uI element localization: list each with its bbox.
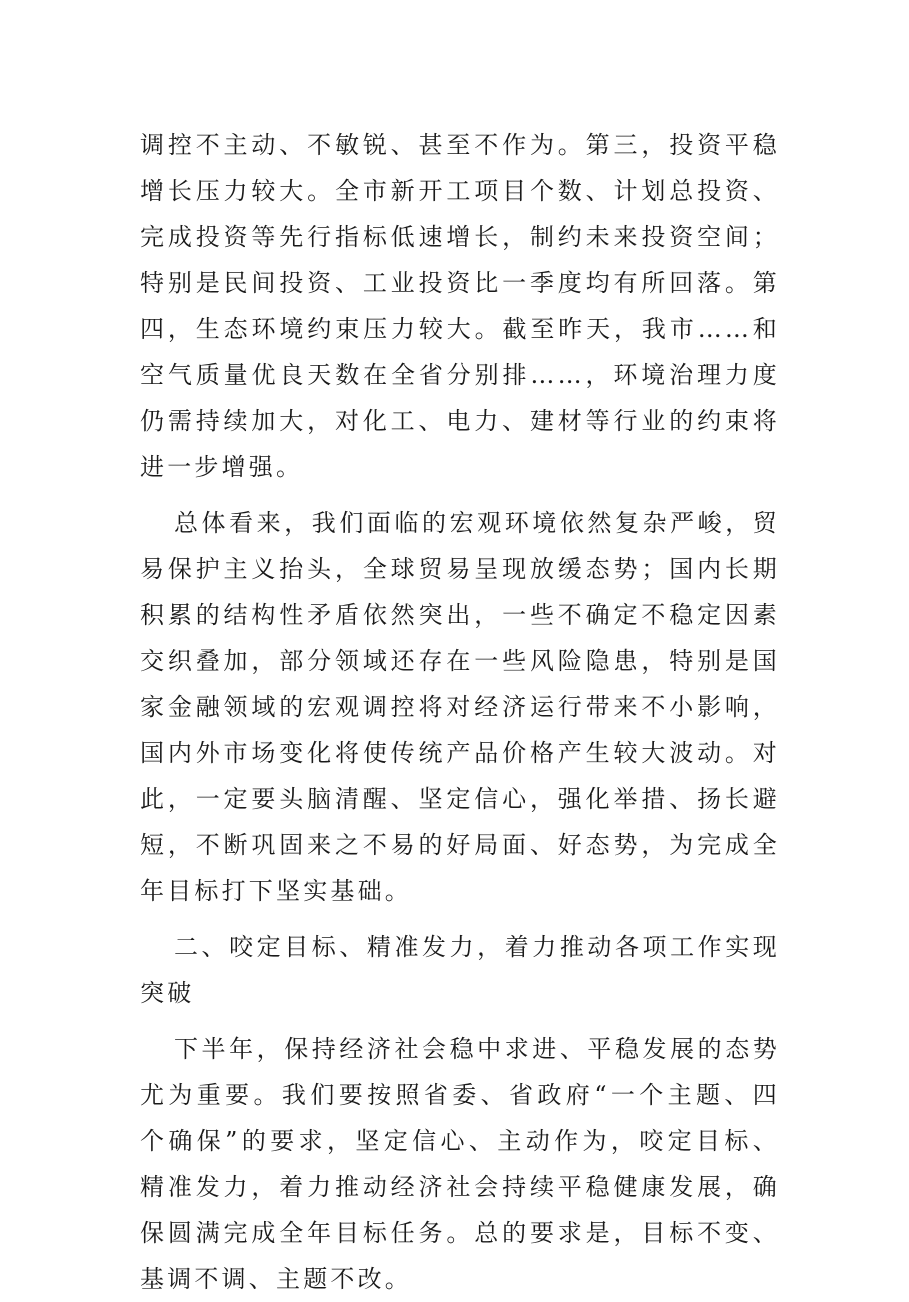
document-page [140, 122, 780, 1302]
paragraph-overall-outlook: 总体看来，我们面临的宏观环境依然复杂严峻，贸易保护主义抬头，全球贸易呈现放缓态势；国内长期积累的结构性矛盾依然突出，一些不确定不稳定因素交织叠加，部分领域还存在一些风险隐患，特别是国家金融领域的宏观调控将对经济运行带来不小影响，国内外市场变化将使传统产品价格产生较大波动。对此，一定要头脑清醒、坚定信心，强化举措、扬长避短，不断巩固来之不易的好局面、好态势，为完成全年目标打下坚实基础。 [140, 509, 780, 905]
paragraph-challenges: 调控不主动、不敏锐、甚至不作为。第三，投资平稳增长压力较大。全市新开工项目个数、计划总投资、完成投资等先行指标低速增长，制约未来投资空间；特别是民间投资、工业投资比一季度均有所回落。第四，生态环境约束压力较大。截至昨天，我市……和空气质量优良天数在全省分别排……，环境治理力度仍需持续加大，对化工、电力、建材等行业的约束将进一步增强。 [140, 131, 780, 481]
paragraph-second-half: 下半年，保持经济社会稳中求进、平稳发展的态势尤为重要。我们要按照省委、省政府“一个主题、四个确保”的要求，坚定信心、主动作为，咬定目标、精准发力，着力推动经济社会持续平稳健康发展，确保圆满完成全年目标任务。总的要求是，目标不变、基调不调、主题不改。 [140, 1035, 780, 1293]
section-heading-two: 二、咬定目标、精准发力，着力推动各项工作实现突破 [140, 933, 780, 1007]
